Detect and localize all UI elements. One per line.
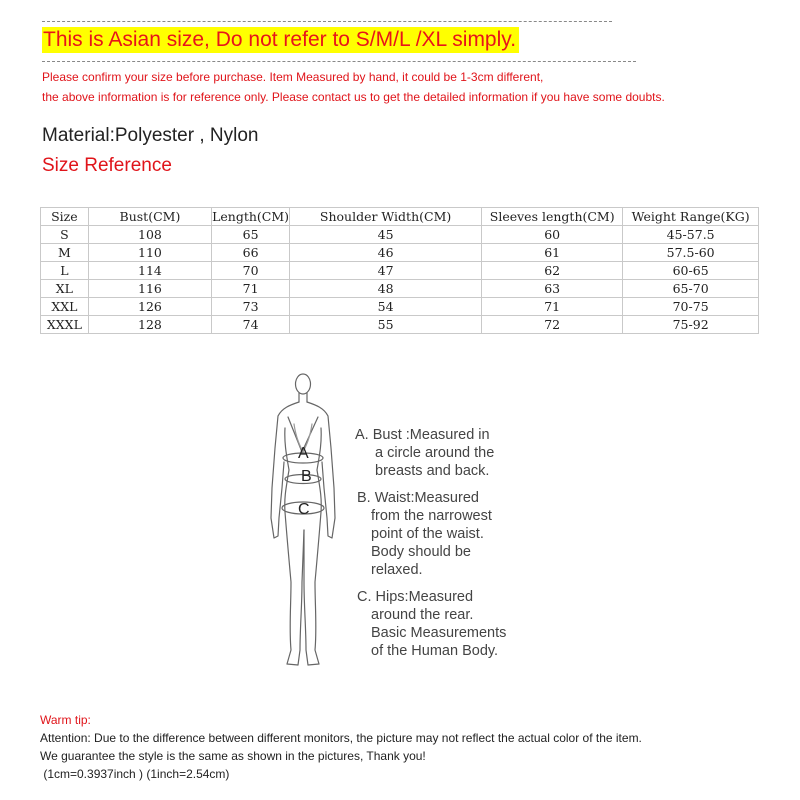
top-divider (42, 21, 612, 22)
header-size: Size (41, 208, 89, 226)
cell-weight: 60-65 (623, 262, 759, 280)
cell-sleeves: 72 (482, 316, 623, 334)
cell-weight: 45-57.5 (623, 226, 759, 244)
cell-shoulder: 54 (290, 298, 482, 316)
cell-length: 65 (212, 226, 290, 244)
cell-bust: 126 (88, 298, 211, 316)
marker-c: C (298, 501, 310, 518)
cell-bust: 116 (88, 280, 211, 298)
header-length: Length(CM) (212, 209, 290, 224)
cell-sleeves: 71 (482, 298, 623, 316)
bust-note-line: a circle around the (375, 445, 495, 461)
hips-note-line: of the Human Body. (371, 643, 499, 659)
cell-sleeves: 63 (482, 280, 623, 298)
cell-sleeves: 61 (482, 244, 623, 262)
cell-bust: 128 (88, 316, 211, 334)
cell-shoulder: 45 (290, 226, 482, 244)
body-outline-icon (264, 370, 354, 675)
table-row (41, 298, 759, 316)
header-shoulder-width: Shoulder Width(CM) (290, 208, 482, 226)
cell-length: 73 (212, 298, 290, 316)
cell-bust: 114 (88, 262, 211, 280)
cell-weight: 70-75 (623, 298, 759, 316)
warm-tip-line-3: (1cm=0.3937inch ) (1inch=2.54cm) (40, 767, 230, 781)
bust-note (355, 426, 494, 480)
table-row (41, 226, 759, 244)
cell-weight: 57.5-60 (623, 244, 759, 262)
material-text: Material:Polyester , Nylon (42, 125, 259, 146)
notice-line-1: Please confirm your size before purchase. Item Measured by hand, it could be 1-3cm different, (42, 70, 544, 84)
cell-shoulder: 55 (290, 316, 482, 334)
cell-weight: 75-92 (623, 316, 759, 334)
cell-length: 66 (212, 244, 290, 262)
hips-note-line: Basic Measurements (371, 625, 507, 641)
cell-size: XXXL (41, 316, 89, 334)
cell-length: 74 (212, 316, 290, 334)
hips-note (357, 588, 506, 660)
header-bust: Bust(CM) (88, 208, 211, 226)
cell-shoulder: 47 (290, 262, 482, 280)
warm-tip-line-1: Attention: Due to the difference between different monitors, the picture may not reflect the actual color of the item. (40, 731, 642, 745)
table-row (41, 280, 759, 298)
warm-tip-line-2: We guarantee the style is the same as shown in the pictures, Thank you! (40, 749, 426, 763)
table-row (41, 316, 759, 334)
cell-shoulder: 46 (290, 244, 482, 262)
cell-sleeves: 62 (482, 262, 623, 280)
hips-note-line: C. Hips:Measured (357, 589, 474, 605)
bottom-divider (42, 61, 636, 62)
cell-bust: 108 (88, 226, 211, 244)
header-sleeves-length: Sleeves length(CM) (482, 208, 623, 226)
cell-size: XXL (41, 298, 89, 316)
waist-note (357, 489, 492, 579)
marker-b: B (301, 468, 312, 485)
waist-note-line: point of the waist. (371, 526, 484, 542)
waist-note-line: B. Waist:Measured (357, 490, 479, 506)
cell-size: S (41, 226, 89, 244)
cell-weight: 65-70 (623, 280, 759, 298)
asian-size-banner: This is Asian size, Do not refer to S/M/L /XL simply. (42, 27, 519, 53)
marker-a: A (298, 445, 309, 462)
hips-note-line: around the rear. (371, 607, 474, 623)
size-table (40, 207, 759, 334)
table-row (41, 244, 759, 262)
cell-sleeves: 60 (482, 226, 623, 244)
cell-length: 71 (212, 280, 290, 298)
waist-note-line: from the narrowest (371, 508, 492, 524)
cell-bust: 110 (88, 244, 211, 262)
notice-line-2: the above information is for reference only. Please contact us to get the detailed information if you have some doubts. (42, 90, 665, 104)
size-reference-title: Size Reference (42, 155, 172, 176)
cell-size: M (41, 244, 89, 262)
cell-length: 70 (212, 262, 290, 280)
bust-note-line: A. Bust :Measured in (355, 427, 490, 443)
bust-note-line: breasts and back. (375, 463, 490, 479)
header-weight-range: Weight Range(KG) (623, 208, 759, 226)
table-header-row (41, 208, 759, 226)
warm-tip-title: Warm tip: (40, 713, 91, 727)
table-row (41, 262, 759, 280)
cell-size: XL (41, 280, 89, 298)
cell-shoulder: 48 (290, 280, 482, 298)
waist-note-line: Body should be (371, 544, 471, 560)
cell-size: L (41, 262, 89, 280)
waist-note-line: relaxed. (371, 562, 423, 578)
measurement-figure (262, 370, 532, 675)
